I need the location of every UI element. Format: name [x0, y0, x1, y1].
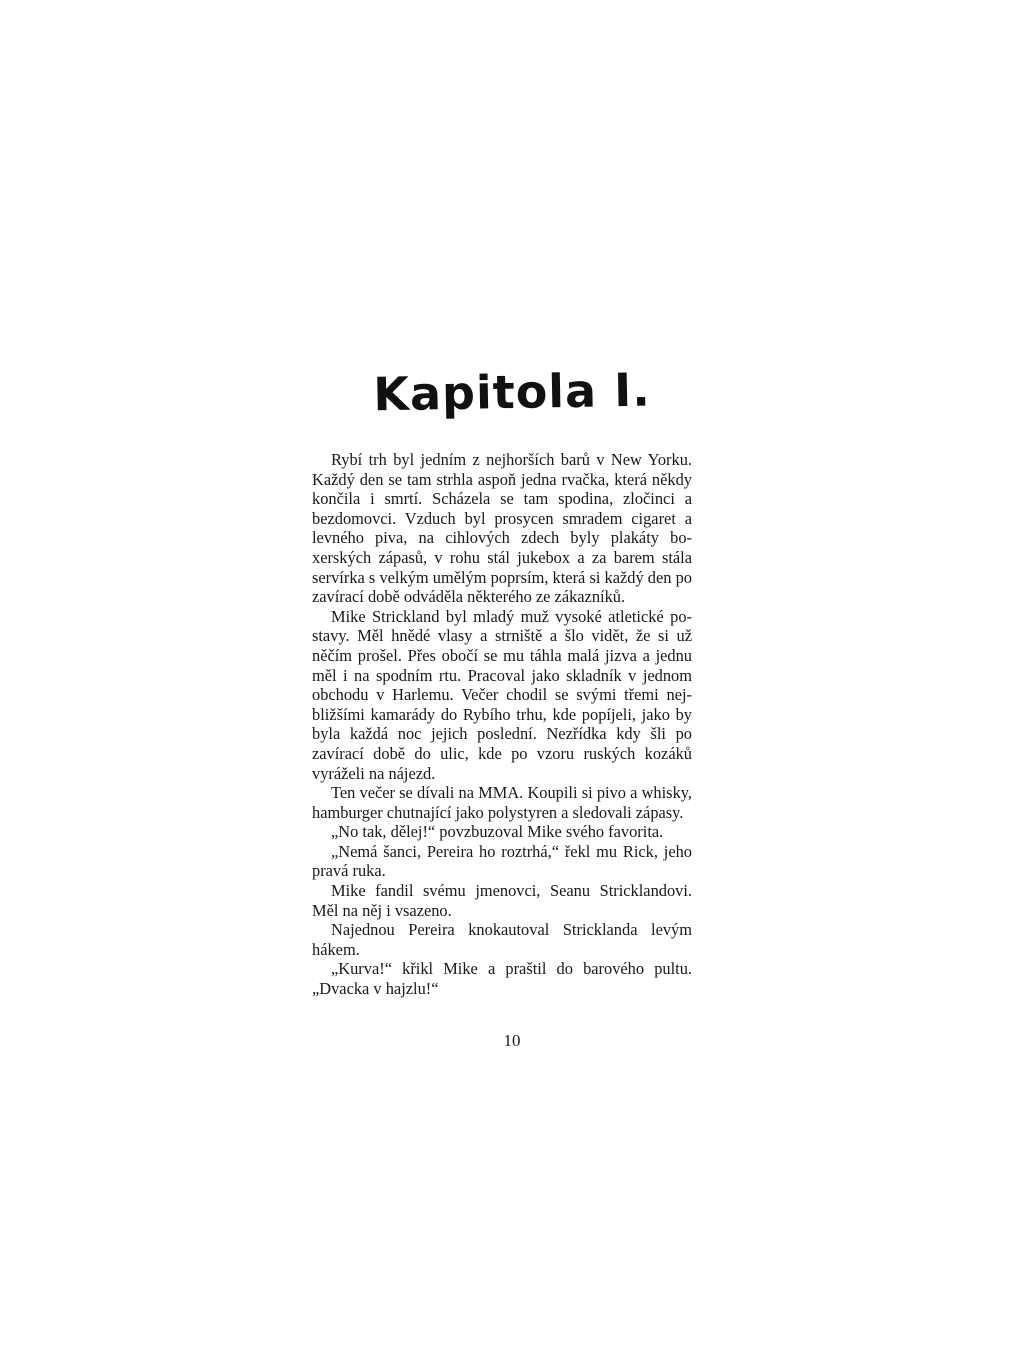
- paragraph: Najednou Pereira knokautoval Stricklanda levým hákem.: [312, 920, 692, 959]
- chapter-body: [312, 450, 692, 999]
- paragraph: Mike Strickland byl mladý muž vysoké atletické postavy. Měl hnědé vlasy a strniště a šlo vidět, že si už něčím prošel. Přes obočí se mu táhla malá jizva a jednu měl i na spodním rtu. Pracoval jako skladník v jednom obchodu v Harlemu. Večer chodil se svými třemi nejbližšími kamarády do Rybího trhu, kde popíjeli, jako by byla každá noc jejich poslední. Nezřídka kdy šli po zavírací době do ulic, kde po vzoru ruských kozáků vyráželi na nájezd.: [312, 606, 692, 783]
- paragraph: „Kurva!“ křikl Mike a praštil do barového pultu. „Dvacka v hajzlu!“: [312, 959, 692, 999]
- paragraph: „Nemá šanci, Pereira ho roztrhá,“ řekl mu Rick, jeho pravá ruka.: [312, 841, 692, 881]
- chapter-title: Kapitola I.: [372, 362, 652, 422]
- paragraph: „No tak, dělej!“ povzbuzoval Mike svého favorita.: [331, 822, 664, 842]
- page-number: 10: [503, 1031, 521, 1050]
- paragraph: Ten večer se dívali na MMA. Koupili si pivo a whisky, hamburger chutnající jako polystyren a sledovali zápasy.: [312, 783, 692, 822]
- paragraph: Mike fandil svému jmenovci, Seanu Stricklandovi. Měl na něj i vsazeno.: [312, 881, 692, 920]
- paragraph: Rybí trh byl jedním z nejhorších barů v New Yorku. Každý den se tam strhla aspoň jedna rvačka, která někdy končila i smrtí. Scházela se tam spodina, zločinci a bezdomovci. Vzduch byl prosycen smradem cigaret a levného piva, na cihlových zdech byly plakáty boxerských zápasů, v rohu stál jukebox a za barem stála servírka s velkým umělým poprsím, která si každý den po zavírací době odváděla některého ze zákazníků.: [312, 450, 692, 607]
